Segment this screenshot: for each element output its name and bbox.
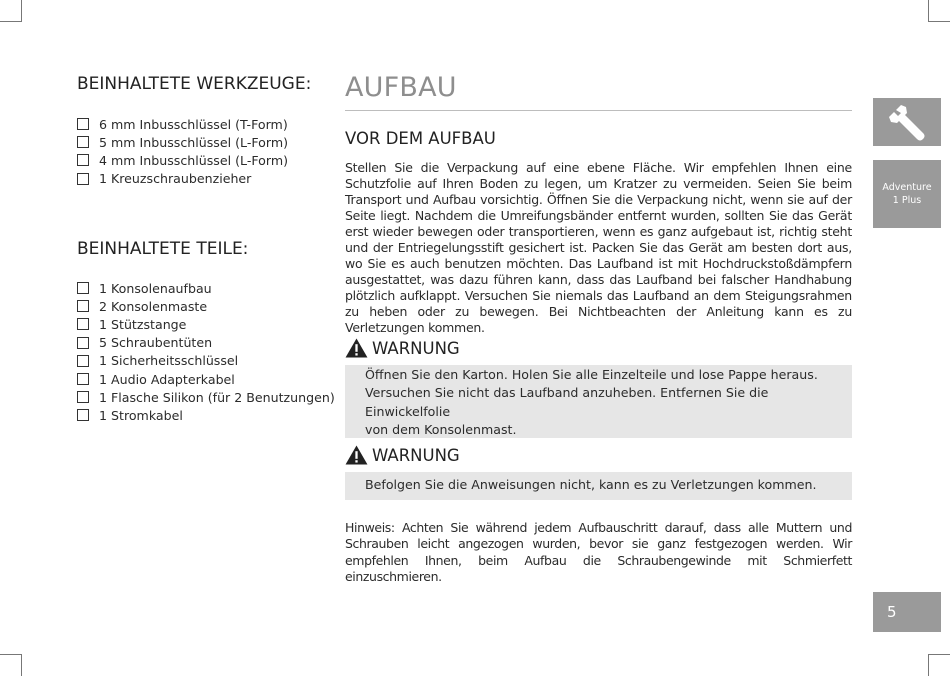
warning-icon: [345, 445, 368, 465]
list-item: [77, 297, 335, 315]
list-item-label: 1 Sicherheitsschlüssel: [99, 353, 239, 369]
crop-mark: [21, 654, 22, 676]
crop-mark: [928, 654, 950, 655]
page-title: AUFBAU: [345, 72, 457, 103]
list-item: [77, 406, 335, 424]
list-item: [77, 388, 335, 406]
model-tab[interactable]: [873, 160, 941, 228]
checkbox[interactable]: [77, 355, 89, 367]
list-item: [77, 370, 335, 388]
list-item: [77, 315, 335, 333]
checkbox[interactable]: [77, 282, 89, 294]
wrench-icon: [887, 102, 927, 142]
warning-text: Versuchen Sie nicht das Laufband anzuheben. Entfernen Sie die Einwickelfolie: [365, 385, 769, 419]
checkbox[interactable]: [77, 409, 89, 421]
model-line-1: Adventure: [882, 182, 932, 193]
warning-heading: [345, 445, 460, 465]
intro-paragraph: Stellen Sie die Verpackung auf eine ebene Fläche. Wir empfehlen Ihnen eine Schutzfolie auf Ihren Boden zu legen, um Kratzer zu vermeiden. Seien Sie beim Transport und Aufbau vorsichtig. Öffnen Sie die Verpackung nicht, wenn sie auf der Seite liegt. Nachdem die Umreifungsbänder entfernt wurden, sollten Sie das Gerät erst wieder bewegen oder transportieren, wenn es ganz aufgebaut ist, richtig steht und der Entriegelungsstift gesichert ist. Packen Sie das Gerät am besten dort aus, wo Sie es auch benutzen möchten. Das Laufband ist mit Hochdruckstoßdämpfern ausgestattet, was dazu führen kann, dass das Laufband bei falscher Handhabung plötzlich aufklappt. Versuchen Sie niemals das Laufband an dem Steigungsrahmen zu heben oder zu bewegen. Bei Nichtbeachten der Anleitung kann es zu Verletzungen kommen.: [345, 160, 852, 335]
crop-mark: [928, 21, 950, 22]
tools-title: BEINHALTETE WERKZEUGE:: [77, 74, 312, 94]
crop-mark: [928, 654, 929, 676]
warning-text: von dem Konsolenmast.: [365, 421, 517, 437]
list-item-label: 1 Flasche Silikon (für 2 Benutzungen): [99, 389, 335, 405]
checkbox[interactable]: [77, 373, 89, 385]
checkbox[interactable]: [77, 318, 89, 330]
list-item: [77, 151, 288, 169]
list-item-label: 1 Stromkabel: [99, 407, 183, 423]
model-line-2: 1 Plus: [892, 195, 922, 206]
parts-title: BEINHALTETE TEILE:: [77, 239, 249, 259]
checkbox[interactable]: [77, 173, 89, 185]
crop-mark: [21, 0, 22, 22]
list-item-label: 5 mm Inbusschlüssel (L-Form): [99, 134, 288, 150]
crop-mark: [928, 0, 929, 22]
list-item: [77, 115, 288, 133]
list-item: [77, 334, 335, 352]
title-divider: [345, 110, 852, 111]
checkbox[interactable]: [77, 337, 89, 349]
crop-mark: [0, 654, 22, 655]
list-item: [77, 279, 335, 297]
section-heading: VOR DEM AUFBAU: [345, 129, 496, 148]
page-number: 5: [887, 603, 897, 621]
checkbox[interactable]: [77, 154, 89, 166]
list-item-label: 6 mm Inbusschlüssel (T-Form): [99, 116, 288, 132]
warning-box: [345, 365, 852, 438]
list-item-label: 4 mm Inbusschlüssel (L-Form): [99, 152, 288, 168]
list-item-label: 1 Audio Adapterkabel: [99, 371, 235, 387]
warning-icon: [345, 338, 368, 358]
list-item: [77, 170, 288, 188]
warning-label: WARNUNG: [372, 445, 460, 465]
warning-heading: [345, 338, 460, 358]
checkbox[interactable]: [77, 136, 89, 148]
list-item-label: 2 Konsolenmaste: [99, 298, 208, 314]
warning-box: [345, 472, 852, 500]
list-item: [77, 352, 335, 370]
list-item: [77, 133, 288, 151]
tools-tab[interactable]: [873, 98, 941, 146]
list-item-label: 5 Schraubentüten: [99, 335, 213, 351]
note-paragraph: Hinweis: Achten Sie während jedem Aufbauschritt darauf, dass alle Muttern und Schrauben leicht angezogen wurden, bevor sie ganz festgezogen werden. Wir empfehlen Ihnen, beim Aufbau die Schraubengewinde mit Schmierfett einzuschmieren.: [345, 520, 852, 584]
page-number-tab: [873, 592, 941, 632]
warning-text: Befolgen Sie die Anweisungen nicht, kann es zu Verletzungen kommen.: [365, 477, 817, 492]
checkbox[interactable]: [77, 391, 89, 403]
parts-list: [77, 279, 335, 425]
list-item-label: 1 Stützstange: [99, 316, 187, 332]
checkbox[interactable]: [77, 118, 89, 130]
list-item-label: 1 Konsolenaufbau: [99, 280, 212, 296]
warning-text: Öffnen Sie den Karton. Holen Sie alle Einzelteile und lose Pappe heraus.: [365, 367, 818, 382]
tools-list: [77, 115, 288, 188]
crop-mark: [0, 21, 22, 22]
checkbox[interactable]: [77, 300, 89, 312]
warning-label: WARNUNG: [372, 338, 460, 358]
list-item-label: 1 Kreuzschraubenzieher: [99, 171, 252, 187]
